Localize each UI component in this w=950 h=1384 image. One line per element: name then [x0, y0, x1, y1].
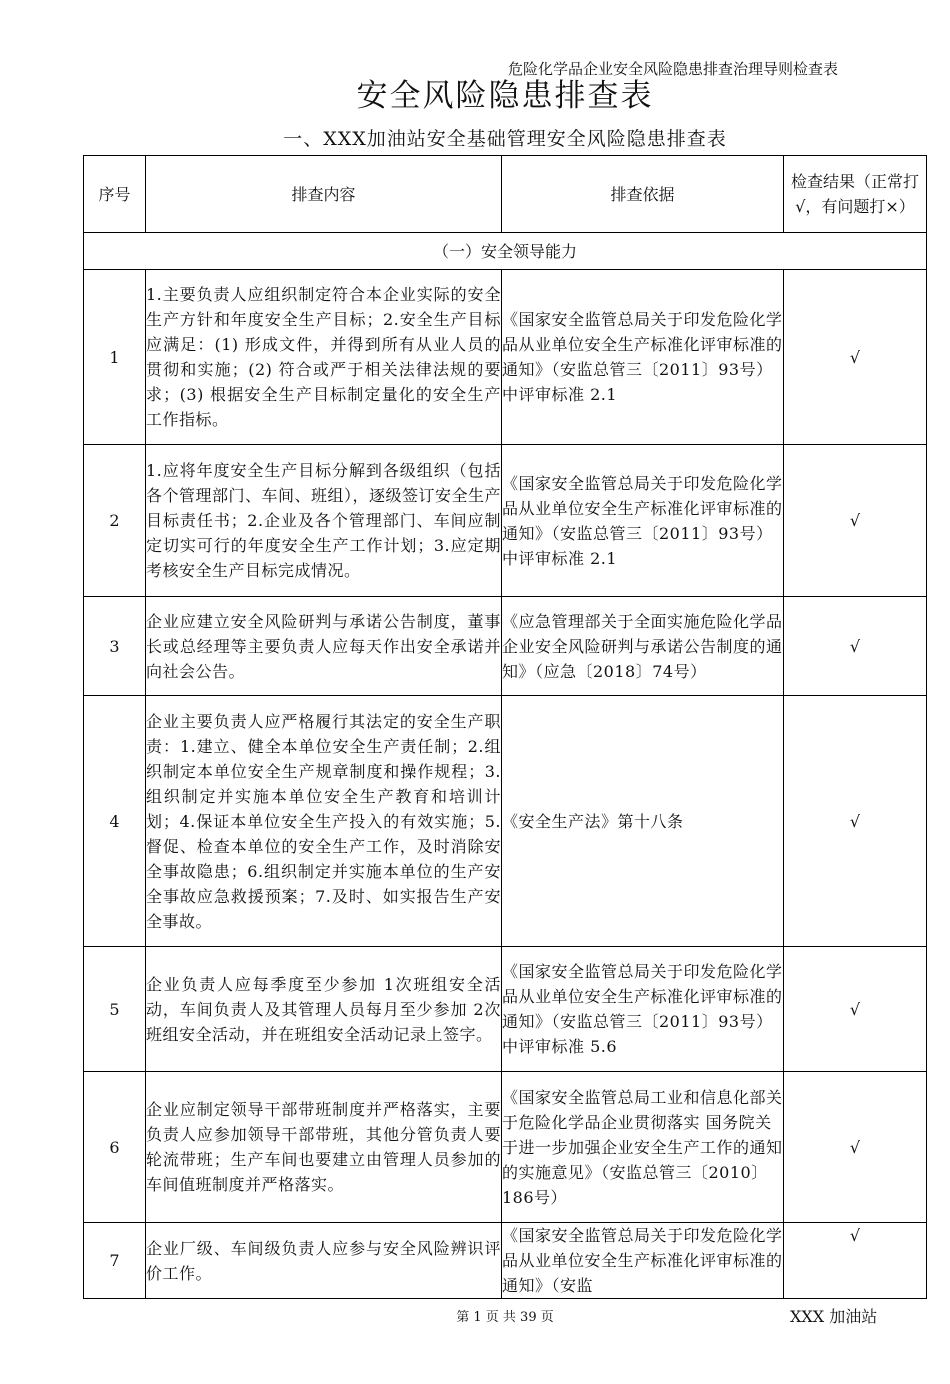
table-row [84, 445, 927, 597]
row-content: 1.应将年度安全生产目标分解到各级组织（包括各个管理部门、车间、班组），逐级签订安全生产目标责任书；2.企业及各个管理部门、车间应制定切实可行的年度安全生产工作计划；3.应定期考核安全生产目标完成情况。 [146, 445, 502, 597]
check-mark-icon: √ [784, 1072, 927, 1223]
row-no: 1 [84, 270, 146, 445]
header-content: 排查内容 [146, 156, 502, 233]
table-header-row [84, 156, 927, 233]
row-basis: 《应急管理部关于全面实施危险化学品企业安全风险研判与承诺公告制度的通知》（应急〔2018〕74号） [502, 597, 784, 696]
row-content: 1.主要负责人应组织制定符合本企业实际的安全生产方针和年度安全生产目标；2.安全生产目标应满足：(1) 形成文件，并得到所有从业人员的贯彻和实施；(2) 符合或严于相关法律法规的要求；(3) 根据安全生产目标制定量化的安全生产工作指标。 [146, 270, 502, 445]
header-basis: 排查依据 [502, 156, 784, 233]
header-result: 检查结果（正常打√，有问题打×） [784, 156, 927, 233]
header-no: 序号 [84, 156, 146, 233]
check-mark-icon: √ [784, 1223, 927, 1299]
section-title: （一）安全领导能力 [84, 233, 927, 270]
table-row [84, 1223, 927, 1299]
check-mark-icon: √ [784, 597, 927, 696]
check-mark-icon: √ [784, 270, 927, 445]
row-basis: 《国家安全监管总局关于印发危险化学品从业单位安全生产标准化评审标准的通知》（安监 [502, 1223, 784, 1299]
header-note: 危险化学品企业安全风险隐患排查治理导则检查表 [508, 60, 839, 78]
row-basis: 《安全生产法》第十八条 [502, 696, 784, 947]
row-no: 3 [84, 597, 146, 696]
check-mark-icon: √ [784, 947, 927, 1072]
section-row [84, 233, 927, 270]
table-row [84, 1072, 927, 1223]
row-content: 企业负责人应每季度至少参加 1次班组安全活动，车间负责人及其管理人员每月至少参加 2次班组安全活动，并在班组安全活动记录上签字。 [146, 947, 502, 1072]
footer-org: XXX 加油站 [790, 1307, 878, 1326]
row-no: 6 [84, 1072, 146, 1223]
page-subtitle: 一、XXX加油站安全基础管理安全风险隐患排查表 [283, 128, 727, 150]
check-mark-icon: √ [784, 445, 927, 597]
inspection-table [83, 155, 927, 1299]
row-basis: 《国家安全监管总局关于印发危险化学品从业单位安全生产标准化评审标准的通知》（安监总管三〔2011〕93号）中评审标准 5.6 [502, 947, 784, 1072]
row-basis: 《国家安全监管总局关于印发危险化学品从业单位安全生产标准化评审标准的通知》（安监总管三〔2011〕93号）中评审标准 2.1 [502, 270, 784, 445]
table-row [84, 270, 927, 445]
table-row [84, 696, 927, 947]
page-title: 安全风险隐患排查表 [356, 78, 654, 114]
row-content: 企业应制定领导干部带班制度并严格落实，主要负责人应参加领导干部带班，其他分管负责人要轮流带班；生产车间也要建立由管理人员参加的车间值班制度并严格落实。 [146, 1072, 502, 1223]
table-row [84, 947, 927, 1072]
row-basis: 《国家安全监管总局工业和信息化部关于危险化学品企业贯彻落实 国务院关于进一步加强企业安全生产工作的通知 的实施意见》（安监总管三〔2010〕186号） [502, 1072, 784, 1223]
row-content: 企业主要负责人应严格履行其法定的安全生产职责：1.建立、健全本单位安全生产责任制；2.组织制定本单位安全生产规章制度和操作规程；3.组织制定并实施本单位安全生产教育和培训计划；4.保证本单位安全生产投入的有效实施；5.督促、检查本单位的安全生产工作，及时消除安全事故隐患；6.组织制定并实施本单位的生产安全事故应急救援预案；7.及时、如实报告生产安全事故。 [146, 696, 502, 947]
check-mark-icon: √ [784, 696, 927, 947]
row-basis: 《国家安全监管总局关于印发危险化学品从业单位安全生产标准化评审标准的通知》（安监总管三〔2011〕93号）中评审标准 2.1 [502, 445, 784, 597]
row-no: 5 [84, 947, 146, 1072]
row-no: 7 [84, 1223, 146, 1299]
footer-page-number: 第 1 页 共 39 页 [456, 1310, 554, 1325]
table-row [84, 597, 927, 696]
row-no: 2 [84, 445, 146, 597]
row-no: 4 [84, 696, 146, 947]
row-content: 企业应建立安全风险研判与承诺公告制度，董事长或总经理等主要负责人应每天作出安全承诺并向社会公告。 [146, 597, 502, 696]
row-content: 企业厂级、车间级负责人应参与安全风险辨识评价工作。 [146, 1223, 502, 1299]
